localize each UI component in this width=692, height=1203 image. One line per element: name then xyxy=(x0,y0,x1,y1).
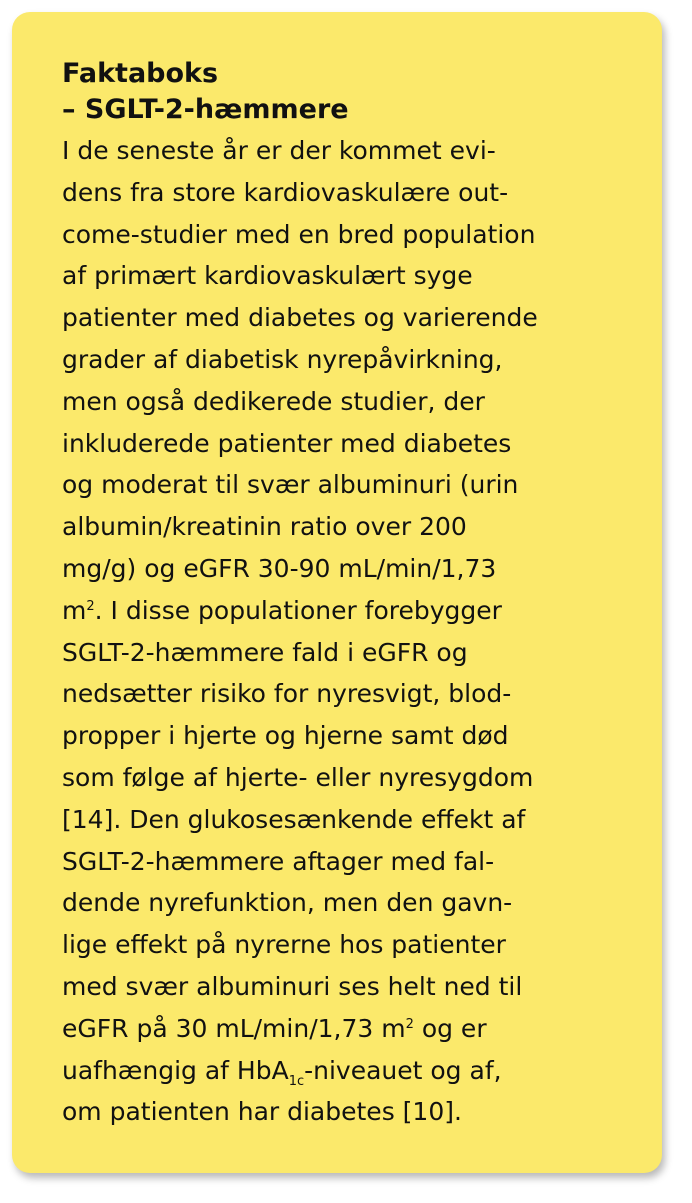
body-line: grader af diabetisk nyrepåvirkning, xyxy=(62,344,503,374)
body-line: come-studier med en bred population xyxy=(62,219,536,249)
factbox xyxy=(12,12,662,1173)
text-fragment: . I disse populationer forebygger xyxy=(94,595,502,625)
body-line: patienter med diabetes og varierende xyxy=(62,303,538,333)
body-line: I de seneste år er der kommet evi- xyxy=(62,136,496,165)
body-line: dens fra store kardiovaskulære out- xyxy=(62,177,509,207)
title-line-1: Faktaboks xyxy=(62,58,219,89)
body-line xyxy=(62,1050,632,1092)
title-line-2: – SGLT-2-hæmmere xyxy=(62,94,349,125)
body-line: lige effekt på nyrerne hos patienter xyxy=(62,930,506,960)
text-fragment: m xyxy=(62,595,87,625)
body-line: mg/g) og eGFR 30-90 mL/min/1,73 xyxy=(62,553,497,583)
text-fragment: uafhængig af HbA xyxy=(62,1055,289,1085)
body-line xyxy=(62,1008,632,1050)
text-fragment: -niveauet og af, xyxy=(304,1055,502,1085)
body-line xyxy=(62,590,632,632)
text-fragment: eGFR på 30 mL/min/1,73 m xyxy=(62,1013,406,1043)
body-line: men også dedikerede studier, der xyxy=(62,386,485,416)
body-line: om patienten har diabetes [10]. xyxy=(62,1097,462,1127)
body-line: inkluderede patienter med diabetes xyxy=(62,428,512,458)
body-line: albumin/kreatinin ratio over 200 xyxy=(62,512,467,542)
body-line: som følge af hjerte- eller nyresygdom xyxy=(62,762,534,792)
text-fragment: og er xyxy=(413,1013,487,1043)
body-line: SGLT-2-hæmmere fald i eGFR og xyxy=(62,637,468,667)
superscript: 2 xyxy=(405,1016,414,1032)
body-line: og moderat til svær albuminuri (urin xyxy=(62,470,519,500)
body-line: dende nyrefunktion, men den gavn- xyxy=(62,888,513,918)
factbox-title xyxy=(62,56,632,128)
body-line: [14]. Den glukosesænkende effekt af xyxy=(62,804,526,834)
body-line: SGLT-2-hæmmere aftager med fal- xyxy=(62,846,495,876)
body-line: propper i hjerte og hjerne samt død xyxy=(62,721,509,751)
superscript: 2 xyxy=(86,598,95,614)
body-line: med svær albuminuri ses helt ned til xyxy=(62,971,523,1001)
factbox-body xyxy=(62,130,632,1133)
body-line: nedsætter risiko for nyresvigt, blod- xyxy=(62,679,512,709)
subscript: 1c xyxy=(288,1073,305,1089)
body-line: af primært kardiovaskulært syge xyxy=(62,261,473,291)
